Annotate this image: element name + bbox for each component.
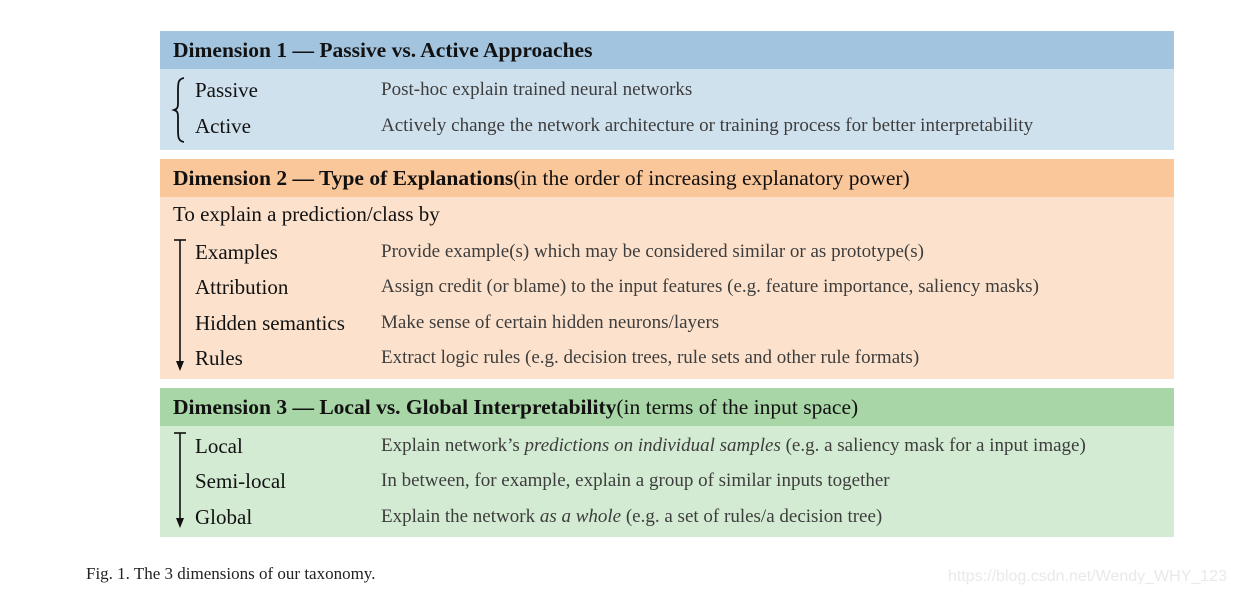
item-description: Actively change the network architecture or training process for better interpretability: [381, 115, 1034, 136]
dimension-3-subtitle: (in terms of the input space): [616, 394, 859, 419]
dimension-3-title: Dimension 3 — Local vs. Global Interpretability: [173, 394, 617, 419]
dimension-1-item: [160, 75, 1174, 105]
dimension-2-item: [160, 237, 1174, 267]
desc-text: Explain network’s: [381, 435, 525, 456]
dimension-3-item: [160, 502, 1174, 532]
item-term: Local: [195, 433, 243, 458]
dimension-1-panel: [160, 31, 1174, 150]
item-description: Extract logic rules (e.g. decision trees, rule sets and other rule formats): [381, 347, 920, 368]
item-description: Post-hoc explain trained neural networks: [381, 79, 693, 100]
dimension-2-item: [160, 343, 1174, 373]
item-term: Active: [195, 113, 251, 138]
item-description: [381, 470, 890, 492]
item-term: Passive: [195, 77, 258, 102]
dimension-3-panel: [160, 388, 1174, 537]
dimension-1-title: Dimension 1 — Passive vs. Active Approaches: [173, 37, 593, 62]
desc-text: (e.g. a set of rules/a decision tree): [621, 506, 883, 527]
item-description: Provide example(s) which may be considered similar or as prototype(s): [381, 241, 924, 262]
item-term: Global: [195, 504, 253, 529]
dimension-3-body: [160, 426, 1174, 537]
item-term: Semi-local: [195, 468, 286, 493]
figure-caption: Fig. 1. The 3 dimensions of our taxonomy.: [86, 564, 376, 583]
dimension-1-body: [160, 69, 1174, 150]
item-description: Make sense of certain hidden neurons/layers: [381, 312, 720, 333]
desc-text: Explain the network: [381, 506, 540, 527]
desc-text: In between, for example, explain a group of similar inputs together: [381, 470, 890, 491]
item-description: [381, 506, 882, 528]
desc-emphasis: as a whole: [539, 506, 622, 527]
watermark: https://blog.csdn.net/Wendy_WHY_123: [948, 568, 1227, 585]
dimension-3-item: [160, 466, 1174, 496]
item-description: Assign credit (or blame) to the input features (e.g. feature importance, saliency masks): [381, 276, 1039, 297]
dimension-3-item: [160, 431, 1174, 461]
dimension-2-subtitle: (in the order of increasing explanatory power): [513, 165, 910, 190]
dimension-2-header: [160, 159, 1174, 197]
dimension-3-header: [160, 388, 1174, 426]
dimension-2-item: [160, 272, 1174, 302]
item-description: [381, 435, 1086, 457]
dimension-2-body: [160, 197, 1174, 379]
desc-emphasis: predictions on individual samples: [524, 435, 781, 456]
item-term: Rules: [195, 345, 243, 370]
item-term: Attribution: [195, 274, 289, 299]
dimension-2-title: Dimension 2 — Type of Explanations: [173, 165, 514, 190]
dimension-2-item: [160, 308, 1174, 338]
dimension-1-header: [160, 31, 1174, 69]
dimension-1-item: [160, 111, 1174, 141]
item-term: Hidden semantics: [195, 310, 345, 335]
dimension-2-panel: [160, 159, 1174, 379]
desc-text: (e.g. a saliency mask for a input image): [780, 435, 1086, 456]
dimension-2-intro: To explain a prediction/class by: [173, 202, 440, 226]
item-term: Examples: [195, 239, 278, 264]
